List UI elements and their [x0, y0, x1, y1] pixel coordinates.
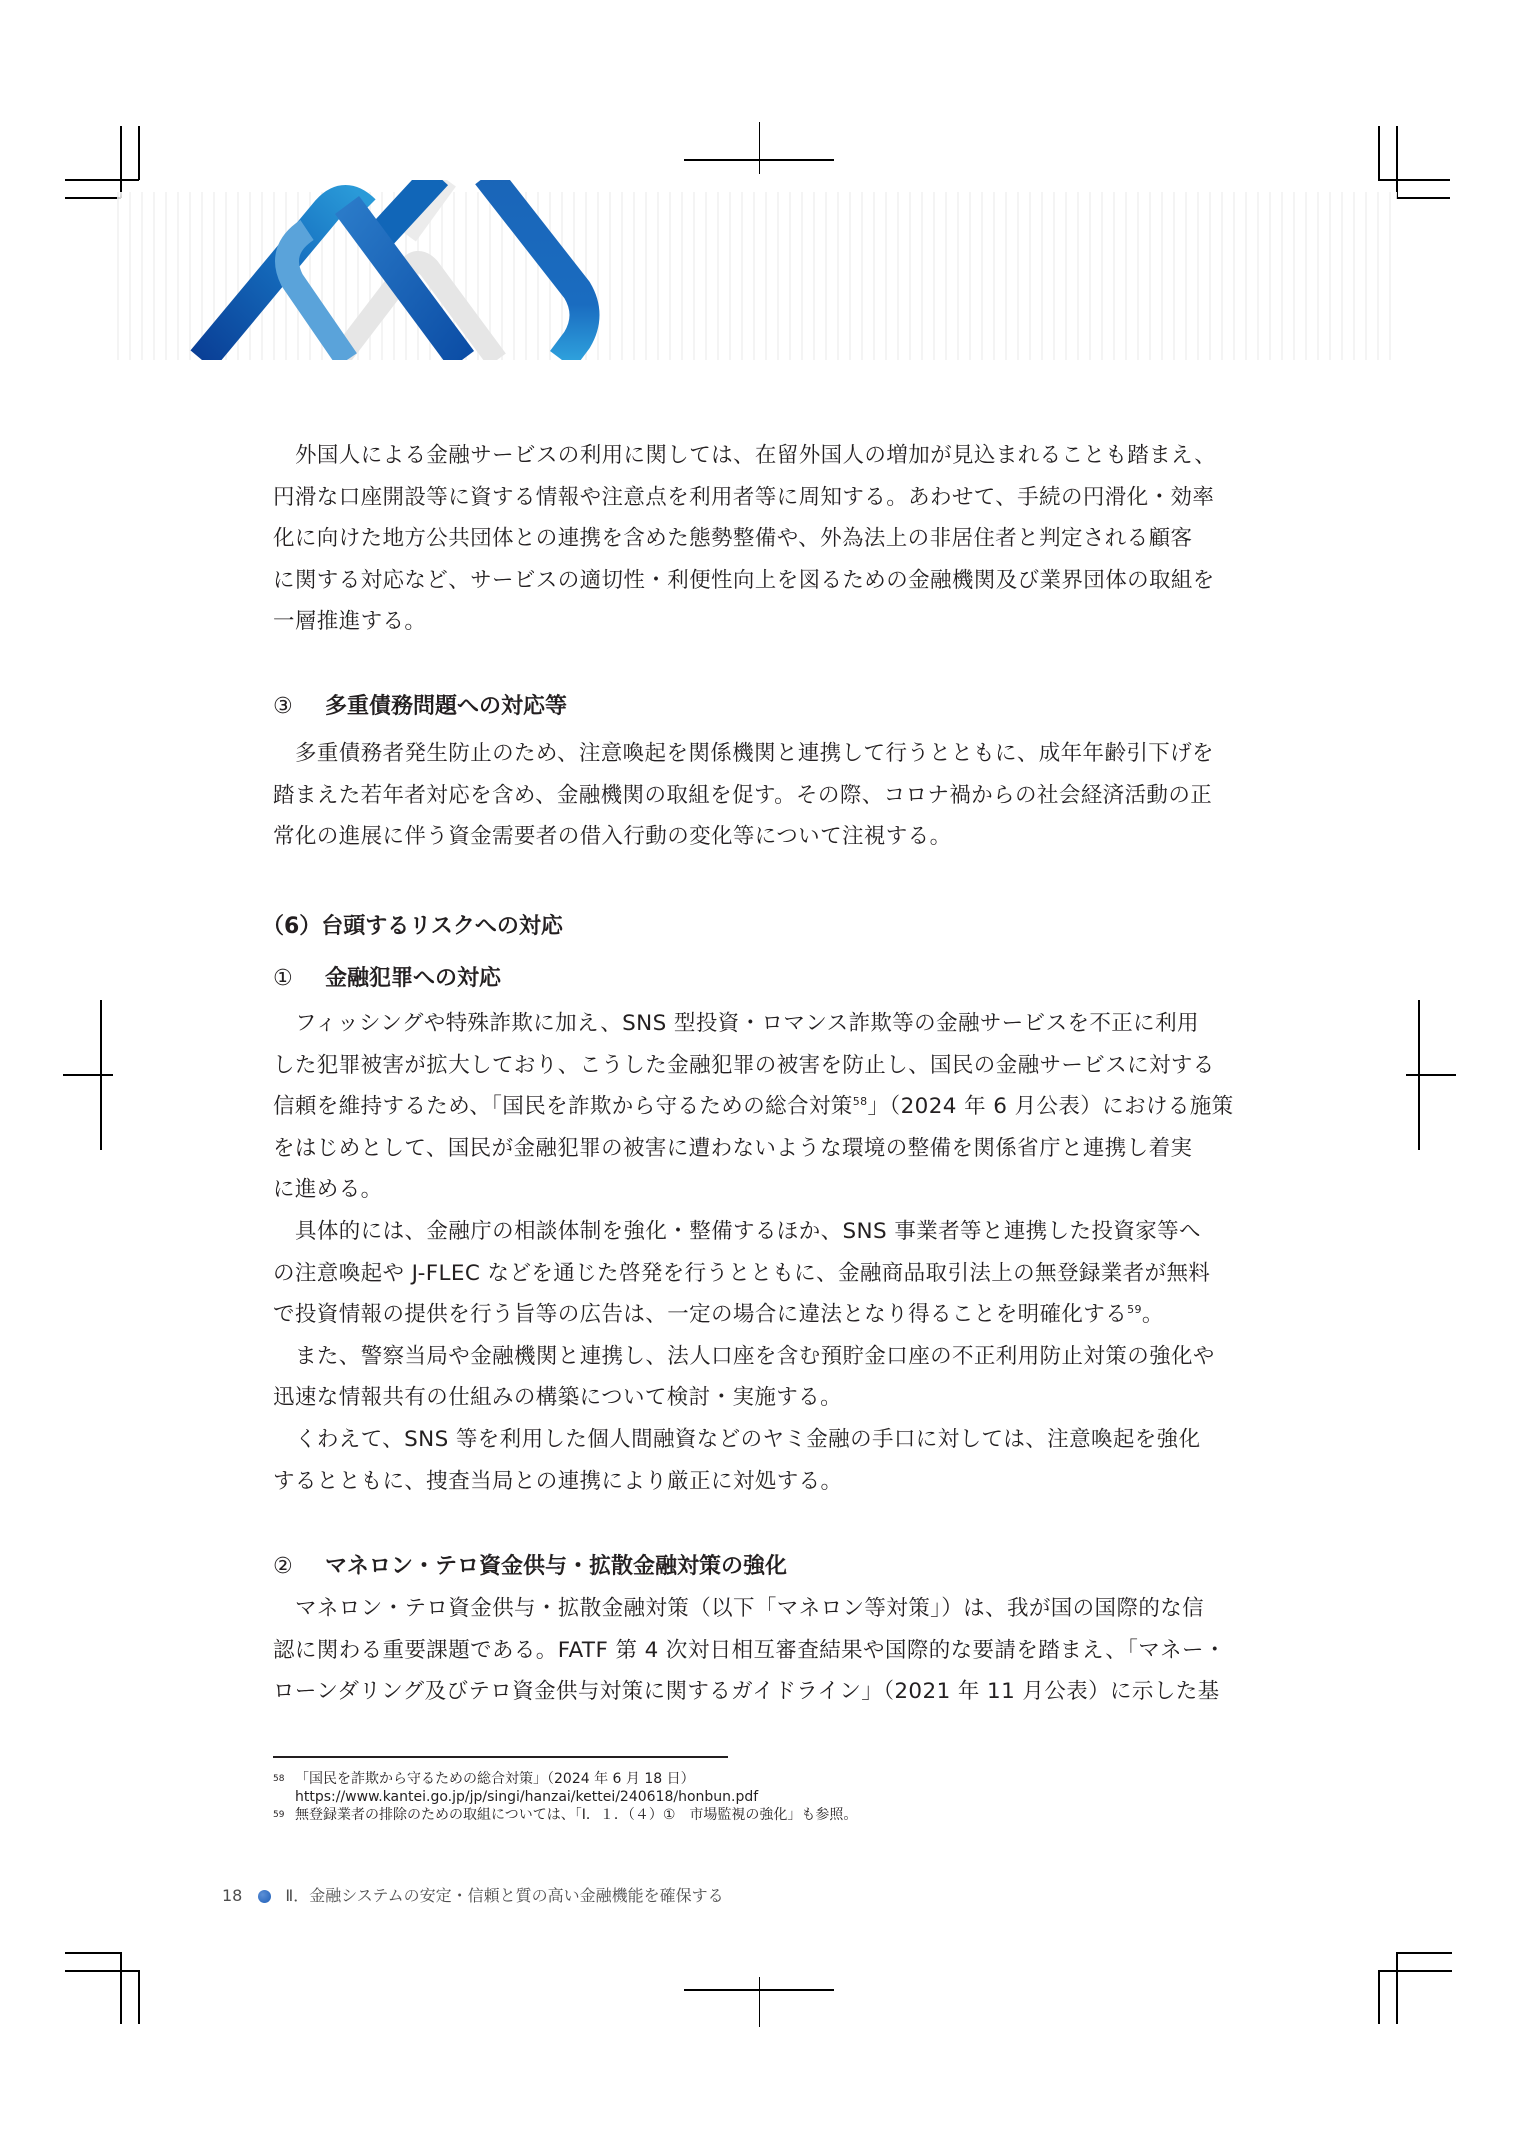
footnote-59 — [273, 1806, 857, 1824]
page-footer — [222, 1885, 724, 1907]
text-line: ローンダリング及びテロ資金供与対策に関するガイドライン」（2021 年 11 月公表）に示した基 — [273, 1679, 1220, 1705]
bullet-dot-icon — [258, 1890, 271, 1903]
text-line: 常化の進展に伴う資金需要者の借入行動の変化等について注視する。 — [273, 824, 952, 850]
footnote-ref-59[interactable]: 59 — [1127, 1303, 1142, 1316]
crop-mark — [1406, 1074, 1456, 1076]
crop-mark — [1378, 179, 1450, 181]
text-line: 認に関わる重要課題である。FATF 第 4 次対日相互審査結果や国際的な要請を踏まえ、「マネー・ — [273, 1637, 1226, 1663]
crop-mark — [65, 1970, 139, 1972]
crop-mark — [759, 122, 760, 174]
section-multiple-debt-body — [273, 733, 1248, 858]
crop-mark — [120, 1952, 122, 2024]
footnote-58 — [273, 1770, 857, 1788]
crop-mark — [1396, 126, 1398, 198]
chain-logo-graphic — [117, 180, 677, 360]
text-line: 多重債務者発生防止のため、注意喚起を関係機関と連携して行うとともに、成年年齢引下げを — [295, 741, 1214, 766]
section-heading — [273, 1552, 1248, 1582]
text-line: マネロン・テロ資金供与・拡散金融対策（以下「マネロン等対策」）は、我が国の国際的な信 — [295, 1596, 1205, 1621]
text-line: に関する対応など、サービスの適切性・利便性向上を図るための金融機関及び業界団体の取組を — [273, 567, 1215, 593]
crop-mark — [1396, 1952, 1452, 1954]
crop-mark — [684, 1989, 834, 1991]
crop-mark — [1378, 1970, 1452, 1972]
section-heading — [273, 964, 1248, 994]
section-emerging-risks — [262, 912, 1237, 942]
text-line: をはじめとして、国民が金融犯罪の被害に遭わないような環境の整備を関係省庁と連携し着実 — [273, 1135, 1193, 1161]
text-line: くわえて、SNS 等を利用した個人間融資などのヤミ金融の手口に対しては、注意喚起を強化 — [295, 1426, 1201, 1452]
text-line: するとともに、捜査当局との連携により厳正に対処する。 — [273, 1468, 843, 1494]
crop-mark — [1378, 126, 1380, 180]
section-title: マネロン・テロ資金供与・拡散金融対策の強化 — [325, 1554, 788, 1579]
footnote-text: 無登録業者の排除のための取組については、「Ⅰ．１．（４）① 市場監視の強化」も参照。 — [295, 1807, 858, 1823]
crop-mark — [138, 1970, 140, 2024]
text-line: の注意喚起や J-FLEC などを通じた啓発を行うとともに、金融商品取引法上の無登録業者が無料 — [273, 1260, 1211, 1286]
section-title: 多重債務問題への対応等 — [325, 694, 568, 719]
text-line-with-footnote: 信頼を維持するため、「国民を詐欺から守るための総合対策$^{58}$」（2024 年 6 月公表）における施策 — [273, 1094, 1234, 1120]
section-financial-crime-body — [273, 1003, 1248, 1502]
crop-mark — [65, 1952, 121, 1954]
text-line: 外国人による金融サービスの利用に関しては、在留外国人の増加が見込まれることも踏まえ、 — [295, 443, 1217, 468]
text-line: 具体的には、金融庁の相談体制を強化・整備するほか、SNS 事業者等と連携した投資家等へ — [295, 1218, 1201, 1244]
section-aml-cft — [273, 1552, 1248, 1582]
crop-mark — [759, 1977, 760, 2027]
crop-mark — [1378, 1970, 1380, 2024]
section-title: 金融犯罪への対応 — [325, 966, 502, 991]
footnote-divider — [273, 1756, 728, 1758]
text-line: 踏まえた若年者対応を含め、金融機関の取組を促す。その際、コロナ禍からの社会経済活動の正 — [273, 782, 1213, 808]
section-heading — [273, 692, 1248, 722]
section-multiple-debt — [273, 692, 1248, 722]
footnote-url-link[interactable]: https://www.kantei.go.jp/jp/singi/hanzai/kettei/240618/honbun.pdf — [295, 1789, 759, 1805]
text-line: した犯罪被害が拡大しており、こうした金融犯罪の被害を防止し、国民の金融サービスに対する — [273, 1052, 1215, 1078]
crop-mark — [65, 197, 121, 199]
text-line: 迅速な情報共有の仕組みの構築について検討・実施する。 — [273, 1385, 842, 1411]
crop-mark — [138, 126, 140, 180]
section-number: ③ — [273, 694, 293, 719]
intro-paragraph — [273, 435, 1248, 643]
chapter-title: Ⅱ．金融システムの安定・信頼と質の高い金融機能を確保する — [285, 1886, 724, 1905]
text-line-with-footnote: で投資情報の提供を行う旨等の広告は、一定の場合に違法となり得ることを明確化する$^{59}$。 — [273, 1302, 1164, 1328]
page-number: 18 — [222, 1886, 243, 1905]
section-number: ① — [273, 966, 293, 991]
text-line: また、警察当局や金融機関と連携し、法人口座を含む預貯金口座の不正利用防止対策の強化や — [295, 1343, 1215, 1369]
crop-mark — [684, 159, 834, 161]
crop-mark — [1396, 1952, 1398, 2024]
footnote-number: 59 — [273, 1810, 285, 1820]
footnote-ref-58[interactable]: 58 — [852, 1095, 868, 1109]
crop-mark — [1396, 197, 1450, 199]
section-financial-crime — [273, 964, 1248, 994]
text-line: 一層推進する。 — [273, 609, 427, 635]
footnote-number: 58 — [273, 1774, 285, 1784]
section-aml-cft-body — [273, 1588, 1248, 1713]
chapter-heading: （6）台頭するリスクへの対応 — [262, 914, 563, 939]
crop-mark — [63, 1074, 113, 1076]
footnotes — [273, 1770, 857, 1824]
text-line: フィッシングや特殊詐欺に加え、SNS 型投資・ロマンス詐欺等の金融サービスを不正に利用 — [295, 1011, 1199, 1036]
text-line: に進める。 — [273, 1177, 383, 1203]
section-number: ② — [273, 1554, 293, 1579]
text-line: 円滑な口座開設等に資する情報や注意点を利用者等に周知する。あわせて、手続の円滑化・効率 — [273, 484, 1215, 510]
footnote-text: 「国民を詐欺から守るための総合対策」（2024 年 6 月 18 日） — [295, 1771, 695, 1787]
text-line: 化に向けた地方公共団体との連携を含めた態勢整備や、外為法上の非居住者と判定される顧客 — [273, 526, 1193, 552]
